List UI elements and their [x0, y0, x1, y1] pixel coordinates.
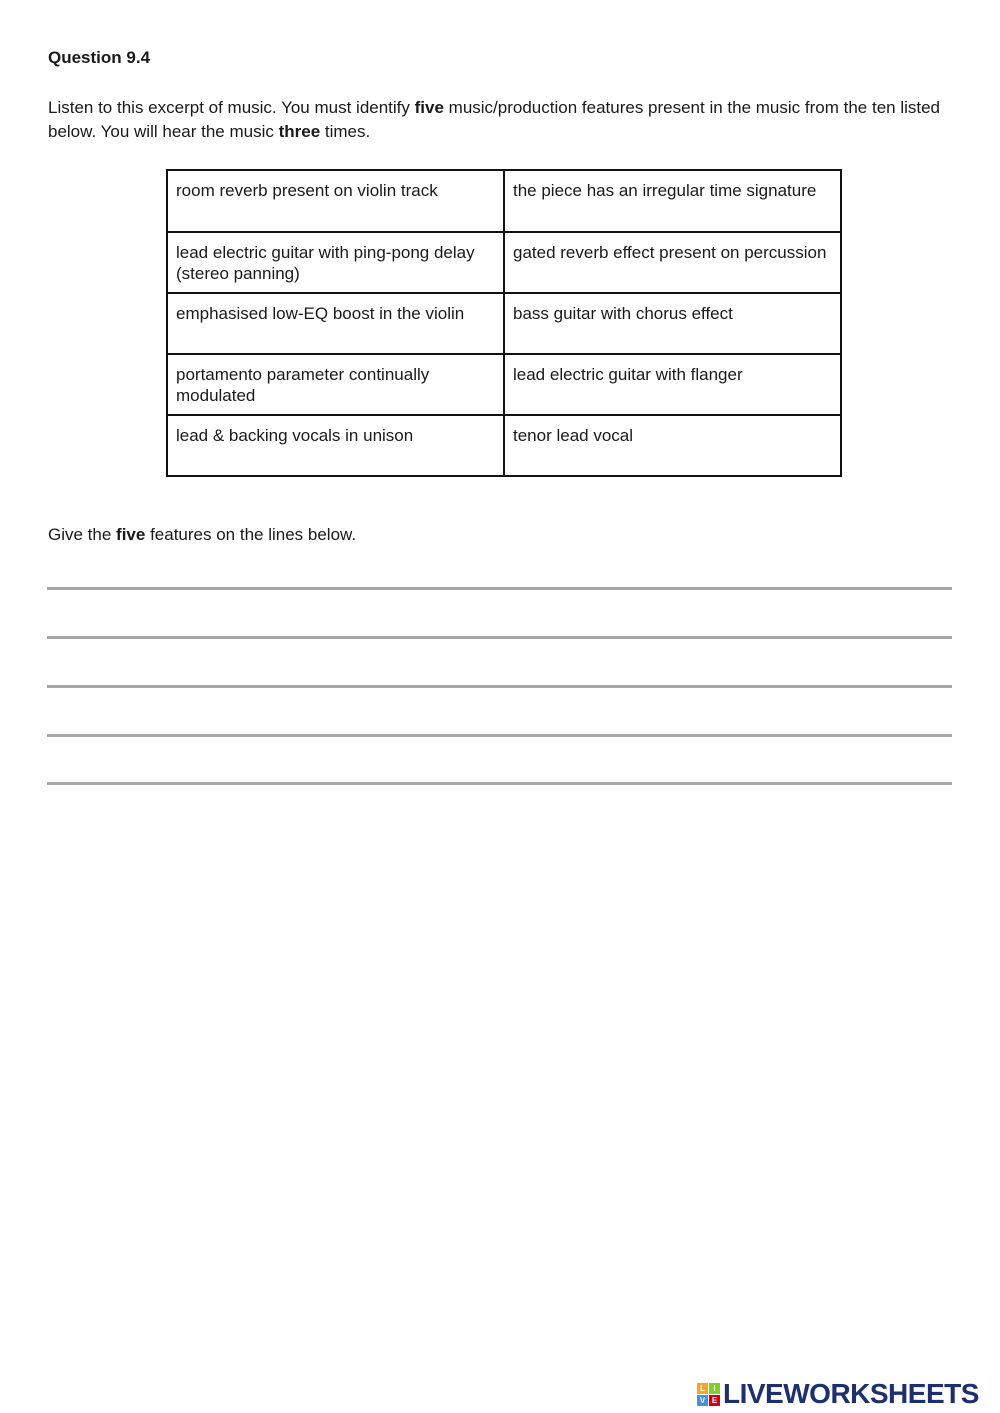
feature-cell: emphasised low-EQ boost in the violin [167, 293, 504, 354]
table-row [167, 354, 841, 415]
answer-line-3[interactable] [47, 685, 952, 688]
table-row [167, 293, 841, 354]
logo-mark-icon [697, 1383, 720, 1406]
feature-cell: bass guitar with chorus effect [504, 293, 841, 354]
table-row [167, 415, 841, 476]
answer-line-2[interactable] [47, 636, 952, 639]
answer-line-5[interactable] [47, 782, 952, 785]
logo-mark-letter: I [709, 1383, 720, 1394]
liveworksheets-logo [697, 1378, 979, 1410]
feature-cell: tenor lead vocal [504, 415, 841, 476]
instructions-bold-three: three [278, 122, 321, 141]
feature-cell: room reverb present on violin track [167, 170, 504, 232]
answer-prompt [48, 525, 356, 545]
answer-prompt-text-2: features on the lines below. [145, 525, 357, 544]
logo-mark-letter: V [697, 1395, 708, 1406]
answer-prompt-text-1: Give the [48, 525, 117, 544]
logo-text: LIVEWORKSHEETS [723, 1378, 979, 1409]
answer-line-4[interactable] [47, 734, 952, 737]
answer-prompt-bold: five [116, 525, 146, 544]
features-table [166, 169, 842, 477]
feature-cell: lead electric guitar with flanger [504, 354, 841, 415]
feature-cell: portamento parameter continually modulated [167, 354, 504, 415]
feature-cell: lead electric guitar with ping-pong delay (stereo panning) [167, 232, 504, 293]
feature-cell: lead & backing vocals in unison [167, 415, 504, 476]
logo-mark-letter: L [697, 1383, 708, 1394]
table-row [167, 232, 841, 293]
answer-line-1[interactable] [47, 587, 952, 590]
instructions [48, 96, 953, 144]
instructions-text-2: music/production features present in the music from the ten listed below. You will hear the music [48, 98, 941, 141]
logo-mark-letter: E [709, 1395, 720, 1406]
feature-cell: the piece has an irregular time signature [504, 170, 841, 232]
feature-cell: gated reverb effect present on percussion [504, 232, 841, 293]
instructions-text-1: Listen to this excerpt of music. You must identify [48, 98, 415, 117]
question-title: Question 9.4 [48, 48, 151, 67]
table-row [167, 170, 841, 232]
instructions-text-3: times. [320, 122, 371, 141]
instructions-bold-five: five [414, 98, 444, 117]
